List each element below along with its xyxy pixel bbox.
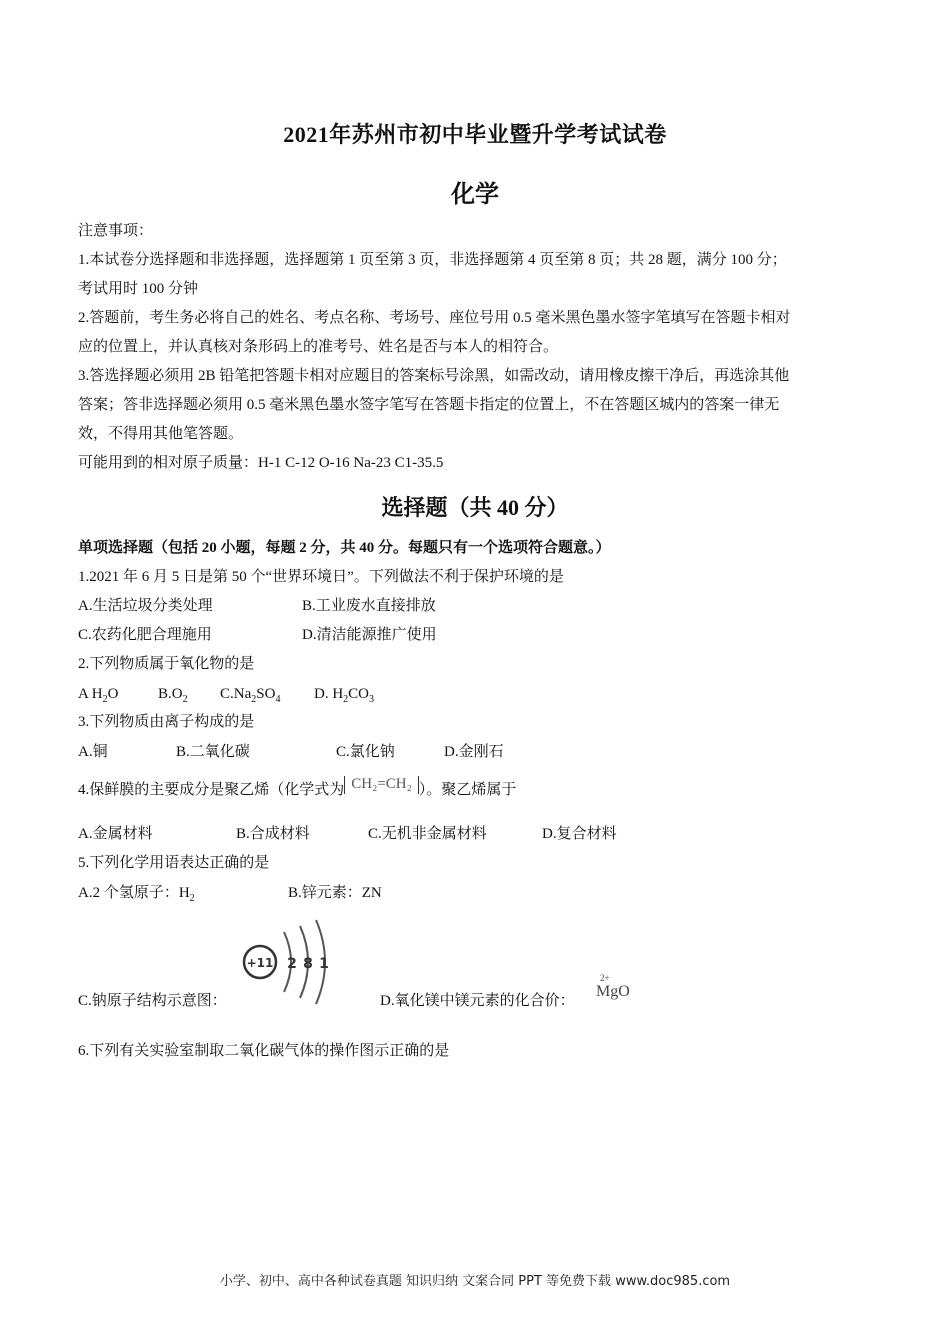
atom-nucleus-label: +11 (246, 956, 274, 970)
q2-a-post: O (107, 686, 119, 702)
q1-option-c: C.农药化肥合理施用 (78, 627, 212, 643)
q2-b-sub: 2 (182, 694, 188, 705)
q4-stem-post: ）。聚乙烯属于 (418, 782, 517, 798)
notes-line-7: 效，不得用其他笔答题。 (78, 426, 244, 442)
q2-d-sub2: 3 (369, 694, 375, 705)
q2-d-text: D. H (314, 686, 344, 702)
notes-line-5: 3.答选择题必须用 2B 铅笔把答题卡相对应题目的答案标号涂黑，如需改动，请用橡皮擦干净后，再选涂其他 (78, 368, 790, 384)
q2-c-mid: SO (256, 686, 276, 702)
notes-line-3: 2.答题前，考生务必将自己的姓名、考点名称、考场号、座位号用 0.5 毫米黑色墨水签字笔填写在答题卡相对 (78, 310, 791, 326)
q4-option-c: C.无机非金属材料 (368, 826, 487, 842)
notes-line-6: 答案；答非选择题必须用 0.5 毫米黑色墨水签字笔写在答题卡指定的位置上，不在答题区城内的答案一律无 (78, 397, 780, 413)
notes-line-4: 应的位置上，并认真核对条形码上的准考号、姓名是否与本人的相符合。 (78, 339, 559, 355)
q2-d-sub1: 2 (343, 694, 349, 705)
atom-shell-count-2: 8 (303, 956, 313, 972)
q5-option-d: D.氧化镁中镁元素的化合价： (380, 993, 575, 1009)
q2-option-b (158, 684, 188, 710)
q2-option-a (78, 684, 118, 710)
q4-option-d: D.复合材料 (542, 826, 617, 842)
q3-option-c: C.氯化钠 (336, 744, 395, 760)
notes-line-2: 考试用时 100 分钟 (78, 281, 199, 297)
q2-c-sub2: 4 (275, 694, 281, 705)
q1-option-b: B.工业废水直接排放 (302, 598, 436, 614)
polyethylene-formula (344, 776, 419, 794)
q2-option-c (220, 684, 280, 710)
section-instructions: 单项选择题（包括 20 小题，每题 2 分，共 40 分。每题只有一个选项符合题意。） (78, 540, 611, 556)
mgo-valence (596, 974, 630, 1001)
q1-option-d: D.清洁能源推广使用 (302, 627, 437, 643)
q5-stem: 5.下列化学用语表达正确的是 (78, 855, 270, 871)
q3-option-b: B.二氧化碳 (176, 744, 250, 760)
q4-stem (78, 775, 517, 800)
q2-d-mid: CO (348, 686, 370, 702)
notes-line-1: 1.本试卷分选择题和非选择题，选择题第 1 页至第 3 页，非选择题第 4 页至第 8 页；共 28 题，满分 100 分； (78, 252, 787, 268)
q5-a-text: A.2 个氢原子：H (78, 885, 190, 901)
q2-c-sub1: 2 (251, 694, 257, 705)
section-title: 选择题（共 40 分） (381, 495, 569, 520)
page-footer: 小学、初中、高中各种试卷真题 知识归纳 文案合同 PPT 等免费下载 www.doc985.com (219, 1274, 731, 1289)
q1-stem: 1.2021 年 6 月 5 日是第 50 个“世界环境日”。下列做法不利于保护环境的是 (78, 569, 564, 585)
mg-valence-sup: 2+ (600, 973, 610, 983)
q5-option-c: C.钠原子结构示意图： (78, 993, 227, 1009)
sodium-atom-diagram (240, 912, 336, 1008)
q4-formula-text: CH₂=CH₂ (351, 775, 412, 792)
q2-option-d (314, 684, 374, 710)
q6-stem: 6.下列有关实验室制取二氧化碳气体的操作图示正确的是 (78, 1043, 450, 1059)
q2-a-text: A H (78, 686, 103, 702)
atomic-mass-line: 可能用到的相对原子质量：H-1 C-12 O-16 Na-23 C1-35.5 (78, 455, 444, 471)
q5-a-sub: 2 (189, 893, 195, 904)
q4-stem-pre: 4.保鲜膜的主要成分是聚乙烯（化学式为 (78, 782, 345, 798)
q4-option-b: B.合成材料 (236, 826, 310, 842)
q2-stem: 2.下列物质属于氧化物的是 (78, 656, 255, 672)
q4-option-a: A.金属材料 (78, 826, 153, 842)
subject-title: 化学 (451, 182, 499, 208)
q1-option-a: A.生活垃圾分类处理 (78, 598, 213, 614)
q2-a-sub: 2 (102, 694, 108, 705)
notes-heading: 注意事项： (78, 223, 154, 239)
q5-option-b: B.锌元素：ZN (288, 885, 382, 901)
q3-option-a: A.铜 (78, 744, 108, 760)
atom-shell-count-3: 1 (319, 956, 329, 972)
q2-c-text: C.Na (220, 686, 252, 702)
q3-option-d: D.金刚石 (444, 744, 504, 760)
mgo-formula: MgO (596, 983, 630, 1000)
q2-b-text: B.O (158, 686, 183, 702)
q5-option-a (78, 883, 195, 909)
exam-title: 2021年苏州市初中毕业暨升学考试试卷 (283, 122, 667, 147)
q3-stem: 3.下列物质由离子构成的是 (78, 714, 255, 730)
atom-shell-count-1: 2 (287, 956, 297, 972)
